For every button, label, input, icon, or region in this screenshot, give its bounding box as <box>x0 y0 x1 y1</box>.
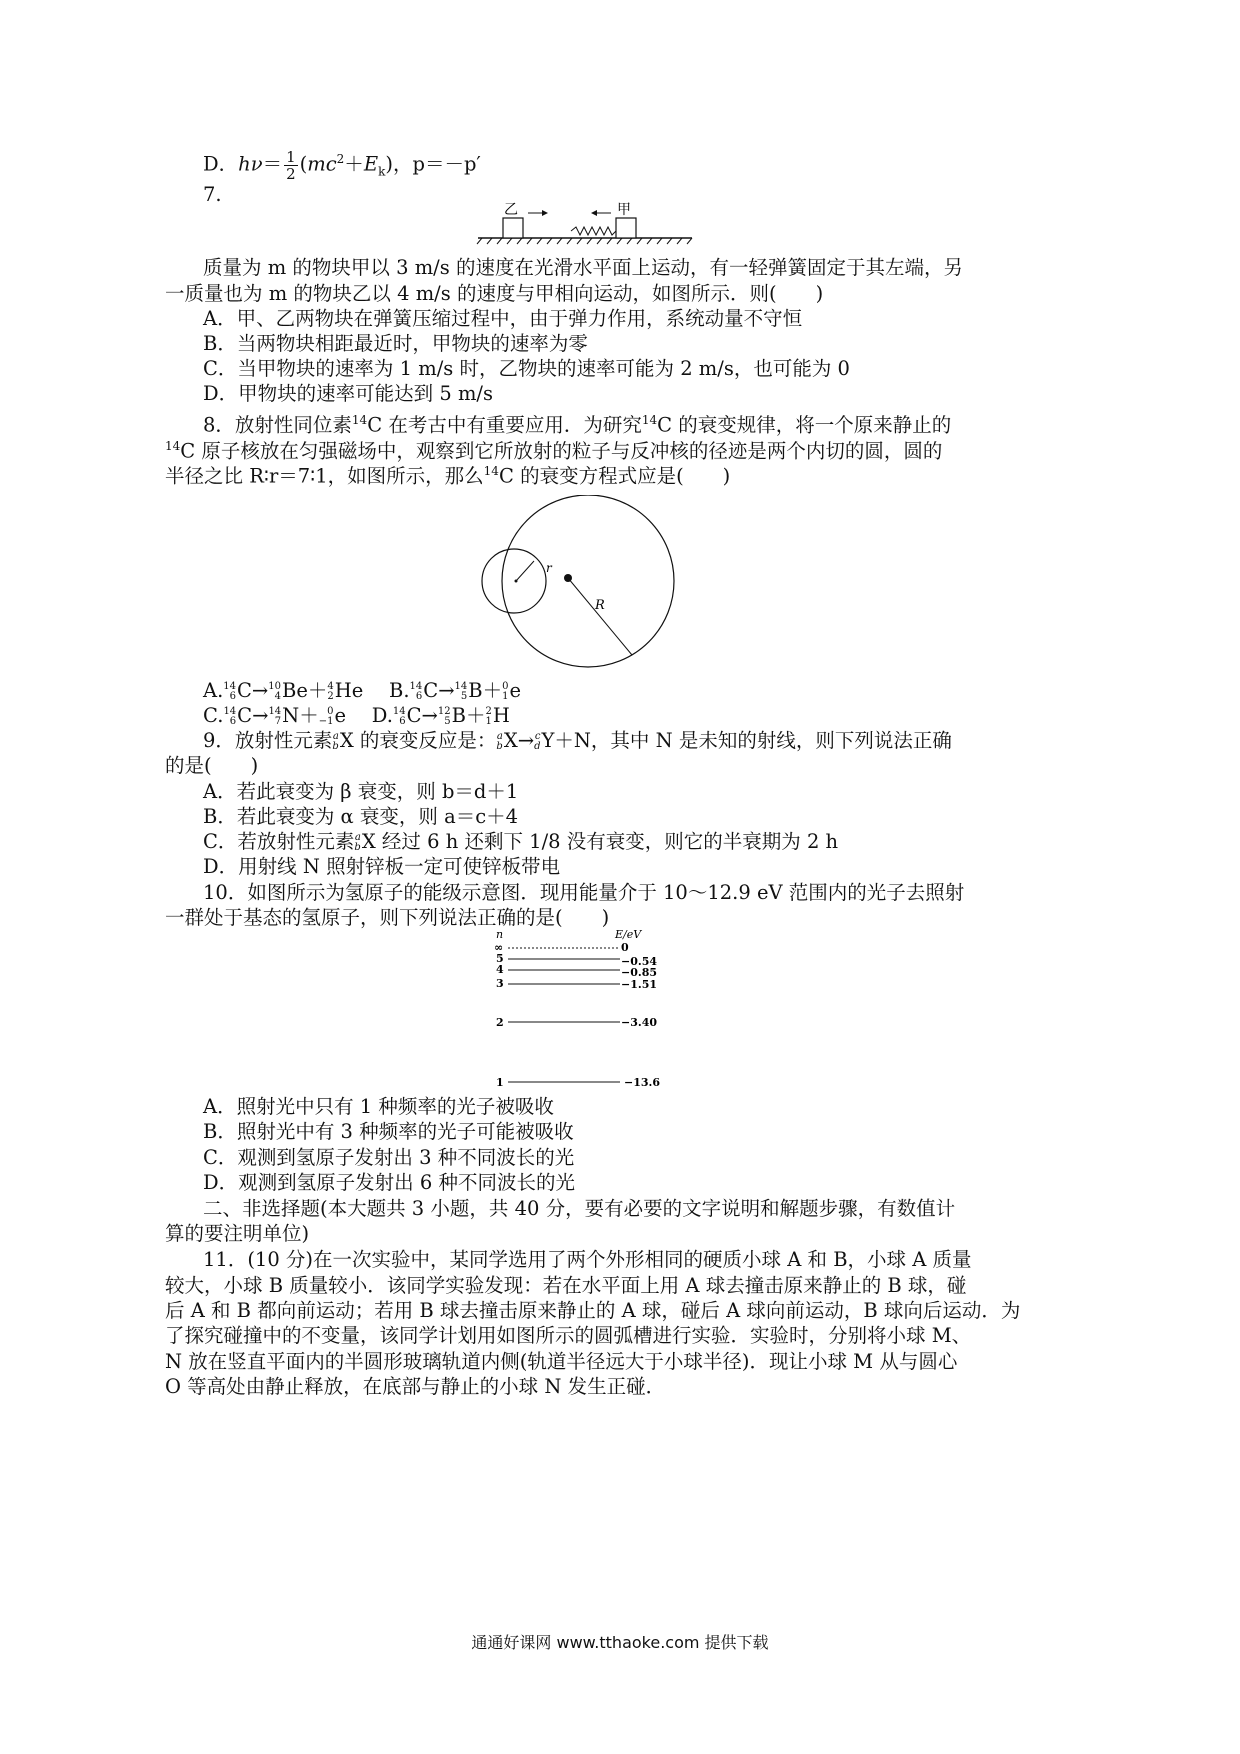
q7-option-d: D．甲物块的速率可能达到 5 m/s <box>203 382 494 405</box>
q7-number: 7. <box>203 183 222 206</box>
section-2-heading-2: 算的要注明单位) <box>165 1222 310 1245</box>
block-jia <box>616 218 636 238</box>
q7-stem-1: 质量为 m 的物块甲以 3 m/s 的速度在光滑水平面上运动，有一轻弹簧固定于其左端，另 <box>203 256 963 279</box>
q10-line-2: 一群处于基态的氢原子，则下列说法正确的是( ) <box>165 906 610 929</box>
q11-line-3: 后 A 和 B 都向前运动；若用 B 球去撞击原来静止的 A 球，碰后 A 球向前运动，B 球向后运动．为 <box>165 1299 1021 1322</box>
block-yi <box>503 218 523 238</box>
spring <box>571 227 616 235</box>
q11-line-1: 11．(10 分)在一次实验中，某同学选用了两个外形相同的硬质小球 A 和 B，小球 A 质量 <box>203 1248 972 1271</box>
q11-line-2: 较大，小球 B 质量较小．该同学实验发现：若在水平面上用 A 球去撞击原来静止的 B 球，碰 <box>165 1274 967 1297</box>
level-energy: −0.54 <box>621 955 658 968</box>
q7-figure <box>476 198 696 248</box>
level-energy: −13.6 <box>624 1076 661 1089</box>
q7-option-b: B．当两物块相距最近时，甲物块的速率为零 <box>203 332 588 355</box>
q7-stem-2: 一质量也为 m 的物块乙以 4 m/s 的速度与甲相向运动，如图所示．则( ) <box>165 282 824 305</box>
q8-line-1: 8．放射性同位素$^{14}$C 在考古中有重要应用．为研究$^{14}$C 的衰变规律，将一个原来静止的 <box>203 413 952 437</box>
q7-option-c: C．当甲物块的速率为 1 m/s 时，乙物块的速率可能为 2 m/s，也可能为 0 <box>203 357 850 380</box>
q10-option-d: D．观测到氢原子发射出 6 种不同波长的光 <box>203 1171 575 1194</box>
q9-option-b: B．若此衰变为 α 衰变，则 a＝c＋4 <box>203 805 519 828</box>
q6-option-d: D．hν＝ $\frac{1}{2}$ $(mc^2+E_k)$，p＝－p′ <box>203 147 481 183</box>
radius-r-label: r <box>546 561 552 575</box>
block-yi-label: 乙 <box>504 202 518 218</box>
level-n: 2 <box>496 1016 504 1029</box>
level-n: 3 <box>496 977 504 990</box>
level-n: ∞ <box>494 941 504 954</box>
q8-options-cd: C. 14 6 C→ 14 7 N＋ 0 −1 e D. 14 6 C→ 12 5 B＋ 2 1 H <box>203 704 510 727</box>
q8-options-ab: A. 14 6 C→ 10 4 Be＋ 4 2 He B. 14 6 C→ 14 5 B＋ 0 1 e <box>203 679 522 702</box>
q9-option-d: D．用射线 N 照射锌板一定可使锌板带电 <box>203 855 561 878</box>
large-circle <box>502 495 674 667</box>
q9-line-1: 9．放射性元素 a b X 的衰变反应是： a b X→ c d Y＋N，其中 N 是未知的射线，则下列说法正确 <box>203 729 952 752</box>
e-header: E/eV <box>615 928 642 941</box>
page-footer: 通通好课网 www.tthaoke.com 提供下载 <box>471 1633 769 1652</box>
q11-line-6: O 等高处由静止释放，在底部与静止的小球 N 发生正碰． <box>165 1375 666 1398</box>
level-energy: −1.51 <box>621 978 658 991</box>
level-n: 4 <box>496 963 504 976</box>
q9-option-a: A．若此衰变为 β 衰变，则 b＝d＋1 <box>203 780 519 803</box>
q9-line-2: 的是( ) <box>165 754 259 777</box>
q8-line-2: $^{14}$C 原子核放在匀强磁场中，观察到它所放射的粒子与反冲核的径迹是两个内切的圆，圆的 <box>165 439 943 463</box>
q10-option-c: C．观测到氢原子发射出 3 种不同波长的光 <box>203 1146 575 1169</box>
level-energy: −3.40 <box>621 1016 658 1029</box>
section-2-heading-1: 二、非选择题(本大题共 3 小题，共 40 分，要有必要的文字说明和解题步骤，有数值计 <box>203 1197 956 1220</box>
level-n: 1 <box>496 1076 504 1089</box>
q10-option-b: B．照射光中有 3 种频率的光子可能被吸收 <box>203 1120 574 1143</box>
q9-option-c: C．若放射性元素 a b X 经过 6 h 还剩下 1/8 没有衰变，则它的半衰期为 2 h <box>203 830 839 853</box>
q11-line-4: 了探究碰撞中的不变量，该同学计划用如图所示的圆弧槽进行实验．实验时，分别将小球 M、 <box>165 1324 972 1347</box>
radius-R-label: R <box>595 598 605 613</box>
level-energy: −0.85 <box>621 966 658 979</box>
energy-level-diagram <box>490 928 690 1098</box>
q8-circles-figure <box>470 495 710 675</box>
q8-line-3: 半径之比 R∶r＝7∶1，如图所示，那么$^{14}$C 的衰变方程式应是( ) <box>165 464 731 488</box>
q10-line-1: 10．如图所示为氢原子的能级示意图．现用能量介于 10～12.9 eV 范围内的光子去照射 <box>203 881 965 904</box>
q7-option-a: A．甲、乙两物块在弹簧压缩过程中，由于弹力作用，系统动量不守恒 <box>203 307 803 330</box>
small-circle <box>482 549 546 613</box>
level-energy: 0 <box>621 941 629 954</box>
level-n: 5 <box>496 952 504 965</box>
q11-line-5: N 放在竖直平面内的半圆形玻璃轨道内侧(轨道半径远大于小球半径)．现让小球 M 从与圆心 <box>165 1350 958 1373</box>
q10-option-a: A．照射光中只有 1 种频率的光子被吸收 <box>203 1095 554 1118</box>
n-header: n <box>496 928 504 941</box>
block-jia-label: 甲 <box>617 202 631 218</box>
